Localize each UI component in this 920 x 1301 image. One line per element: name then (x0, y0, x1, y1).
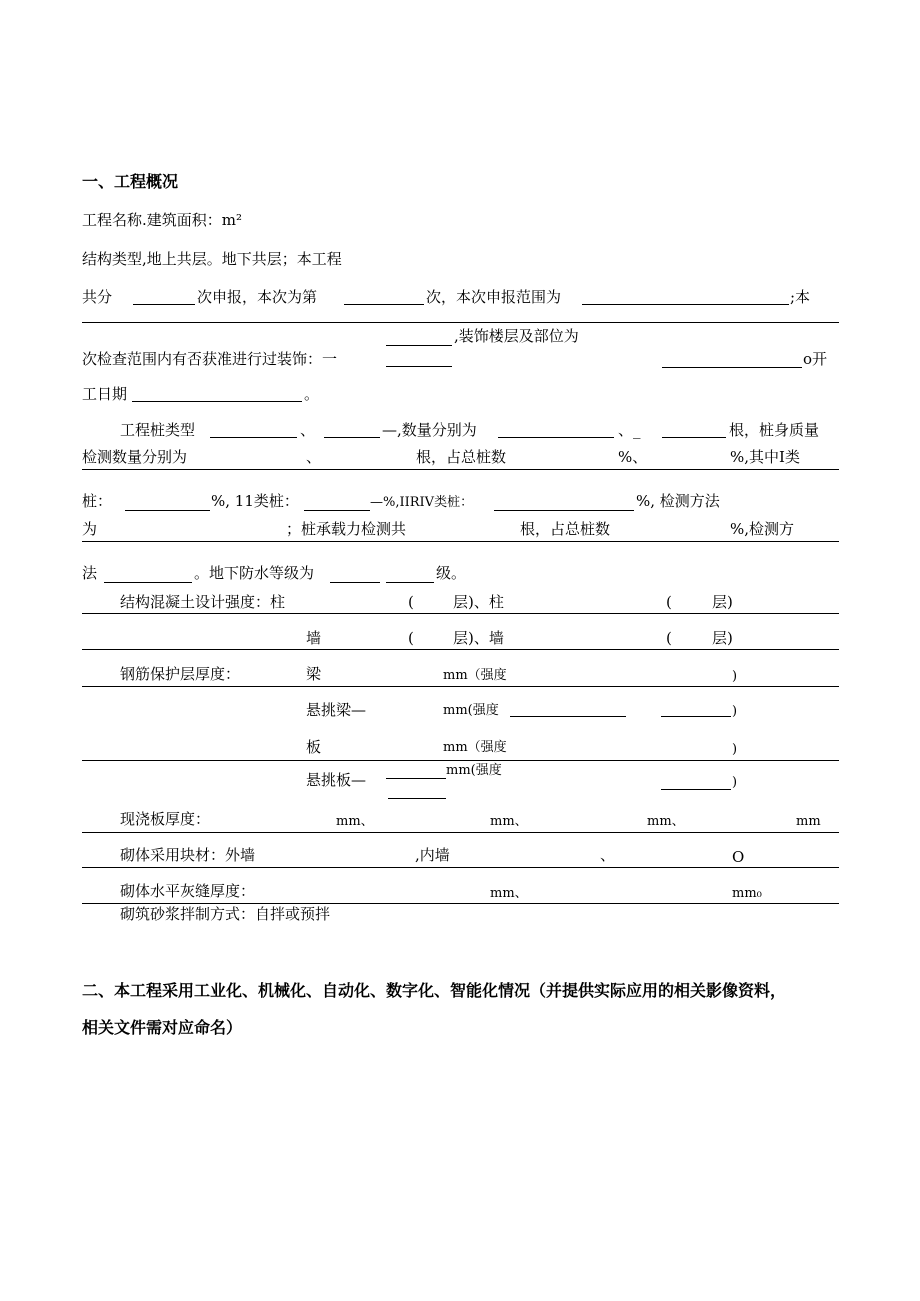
unit-mm: mm₀ (732, 886, 762, 901)
paren-open: ( (666, 593, 672, 611)
blank-cantilever-slab-2[interactable] (388, 798, 446, 799)
separator: 、 (300, 421, 316, 439)
blank-start-date[interactable] (132, 401, 302, 402)
label-current-submission: 次申报，本次为第 (197, 288, 318, 306)
label-floor: 层) (712, 629, 733, 647)
rule-line (82, 686, 839, 687)
rule-line (82, 649, 839, 650)
label-mortar-mixing: 砌筑砂浆拌制方式：自拌或预拌 (120, 905, 331, 923)
blank-waterproof-grade-1[interactable] (330, 582, 380, 583)
label-cantilever-beam: 悬挑梁— (306, 701, 367, 719)
rule-line (82, 322, 839, 323)
blank-pile-type-2[interactable] (324, 437, 380, 438)
label-slab-mm: mm（强度 (443, 740, 507, 755)
label-rebar-cover: 钢筋保护层厚度： (120, 665, 241, 683)
label-pile-type: 工程桩类型 (120, 421, 196, 439)
label-beam: 梁 (306, 665, 322, 683)
section-2-title: 二、本工程采用工业化、机械化、自动化、数字化、智能化情况（并提供实际应用的相关影像资料， (82, 981, 787, 1000)
label-concrete-strength: 结构混凝土设计强度：柱 (120, 593, 286, 611)
blank-pile-quantity-2[interactable] (662, 437, 726, 438)
blank-submission-scope[interactable] (582, 304, 789, 305)
rule-line (82, 469, 839, 470)
label-test-method-2: %,检测方 (730, 520, 795, 538)
label-wei: 为 (82, 520, 98, 538)
label-class-ii: %, 11类桩： (211, 492, 299, 510)
blank-class-i-percent[interactable] (125, 510, 210, 511)
label-pile: 桩： (82, 492, 113, 510)
label-slab-thickness: 现浇板厚度： (120, 810, 211, 828)
label-class-i: %,其中I类 (730, 448, 800, 466)
separator: 、 (306, 448, 322, 466)
label-decoration-floors: ,装饰楼层及部位为 (454, 327, 579, 345)
paren-close: ) (732, 669, 738, 684)
unit-mm: mm、 (490, 814, 528, 829)
blank-cantilever-slab-strength[interactable] (661, 789, 731, 790)
label-floor: 层) (712, 593, 733, 611)
blank-test-method[interactable] (104, 582, 192, 583)
blank-total-parts[interactable] (133, 304, 195, 305)
paren-close: ) (732, 775, 738, 790)
label-wall: 墙 (306, 629, 322, 647)
label-total-parts: 共分 (82, 288, 113, 306)
paren-open: ( (408, 629, 414, 647)
rule-line (82, 541, 839, 542)
label-class-iii-iv: —%,IIRIV类桩： (370, 495, 474, 510)
label-beam-mm: mm（强度 (443, 668, 507, 683)
unit-mm: mm (796, 814, 821, 829)
blank-pile-quantity-1[interactable] (498, 437, 614, 438)
paren-open: ( (666, 629, 672, 647)
label-masonry-blocks: 砌体采用块材：外墙 (120, 846, 256, 864)
blank-cantilever-beam-strength[interactable] (510, 716, 626, 717)
label-inspection-decoration: 次检查范围内有否获准进行过装饰：一 (82, 350, 338, 368)
period: 。 (304, 385, 320, 403)
label-inner-wall: ,内墙 (415, 846, 450, 864)
rule-line (82, 867, 839, 868)
label-pile-quantity: —,数量分别为 (382, 421, 477, 439)
unit-mm: mm、 (336, 814, 374, 829)
rule-line (82, 903, 839, 904)
rule-line (82, 832, 839, 833)
blank-class-iii-iv-percent[interactable] (494, 510, 634, 511)
label-slab: 板 (306, 738, 322, 756)
label-bearing-capacity: ；桩承载力检测共 (286, 520, 407, 538)
unit-mm: mm、 (647, 814, 685, 829)
project-name-area-line: 工程名称.建筑面积：m² (82, 211, 243, 229)
label-mortar-joint: 砌体水平灰缝厚度： (120, 882, 256, 900)
section-1-title: 一、工程概况 (82, 172, 179, 191)
label-start: o开 (803, 350, 828, 368)
label-floor-column: 层)、柱 (453, 593, 504, 611)
label-cantilever-beam-mm: mm(强度 (443, 703, 499, 718)
label-test-quantity: 检测数量分别为 (82, 448, 188, 466)
blank-pile-type-1[interactable] (210, 437, 297, 438)
label-grade: 级。 (436, 564, 467, 582)
label-test-method: %, 检测方法 (636, 492, 720, 510)
label-ratio-of-total: 根，占总桩数 (416, 448, 507, 466)
label-start-date: 工日期 (82, 385, 128, 403)
label-submission-scope: 次，本次申报范围为 (426, 288, 562, 306)
blank-scope-continued[interactable] (386, 345, 452, 346)
label-cantilever-slab: 悬挑板— (306, 771, 367, 789)
label-fa: 法 (82, 564, 98, 582)
paren-open: ( (408, 593, 414, 611)
blank-class-ii-percent[interactable] (304, 510, 370, 511)
blank-submission-number[interactable] (344, 304, 424, 305)
section-2-title-continued: 相关文件需对应命名） (82, 1018, 243, 1037)
label-pile-integrity: 根，桩身质量 (729, 421, 820, 439)
structure-type-line: 结构类型,地上共层。地下共层；本工程 (82, 250, 342, 268)
separator: 、 (600, 846, 616, 864)
rule-line (82, 613, 839, 614)
label-ratio-of-total: 根，占总桩数 (520, 520, 611, 538)
end-mark: O (732, 848, 745, 866)
blank-cantilever-slab-thickness[interactable] (386, 778, 446, 779)
unit-mm: mm、 (490, 886, 528, 901)
blank-decoration-answer[interactable] (386, 366, 452, 367)
rule-line (82, 760, 839, 761)
separator: 、_ (618, 421, 641, 439)
label-cantilever-slab-mm: mm(强度 (446, 763, 502, 778)
blank-decoration-floors[interactable] (662, 367, 802, 368)
blank-cantilever-beam-strength-2[interactable] (661, 716, 731, 717)
percent-sep: %、 (618, 448, 648, 466)
paren-close: ) (732, 742, 738, 757)
label-waterproof-grade: 。地下防水等级为 (194, 564, 315, 582)
paren-close: ) (732, 704, 738, 719)
label-ben: ;本 (790, 288, 811, 306)
label-floor-wall: 层)、墙 (453, 629, 504, 647)
blank-waterproof-grade-2[interactable] (386, 582, 434, 583)
